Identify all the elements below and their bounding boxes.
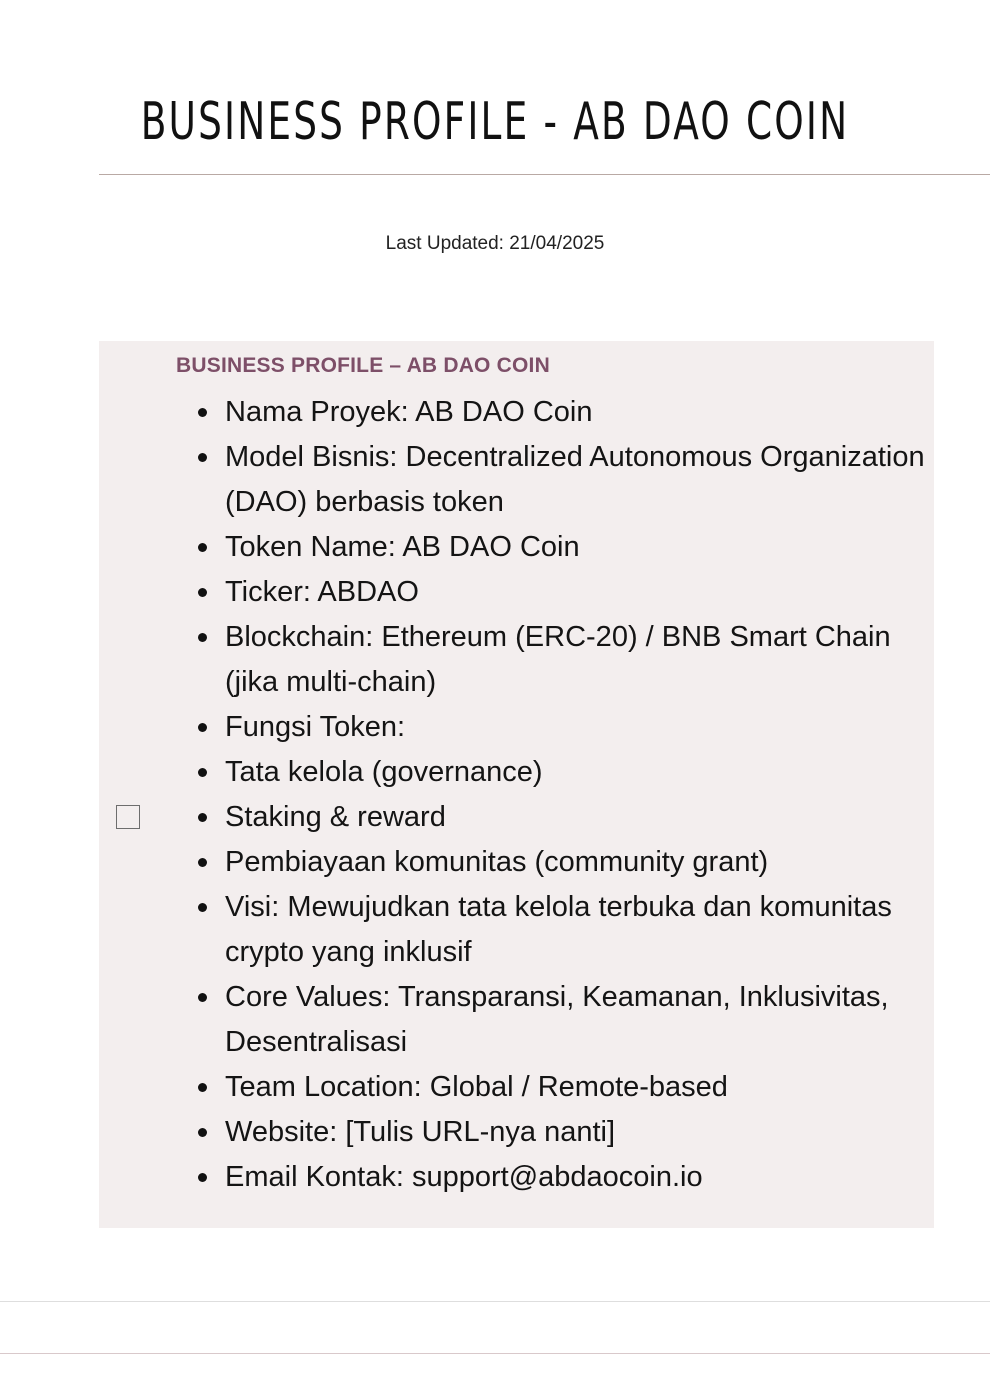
profile-list [225, 390, 935, 1200]
list-item: Staking & reward [225, 795, 935, 840]
list-item: Website: [Tulis URL-nya nanti] [225, 1110, 935, 1155]
last-updated-text: Last Updated: 21/04/2025 [385, 233, 605, 254]
business-profile-panel [99, 341, 934, 1228]
list-item: Core Values: Transparansi, Keamanan, Inklusivitas, Desentralisasi [225, 975, 935, 1065]
list-item: Nama Proyek: AB DAO Coin [225, 390, 935, 435]
list-item: Token Name: AB DAO Coin [225, 525, 935, 570]
list-item: Ticker: ABDAO [225, 570, 935, 615]
title-divider [99, 174, 990, 175]
list-item: Model Bisnis: Decentralized Autonomous Organization (DAO) berbasis token [225, 435, 935, 525]
list-item: Fungsi Token: [225, 705, 935, 750]
list-item: Pembiayaan komunitas (community grant) [225, 840, 935, 885]
checkbox[interactable] [116, 805, 140, 829]
panel-heading: BUSINESS PROFILE – AB DAO COIN [176, 354, 550, 377]
list-item: Email Kontak: support@abdaocoin.io [225, 1155, 935, 1200]
footer-divider [0, 1301, 990, 1302]
list-item: Blockchain: Ethereum (ERC-20) / BNB Smart Chain (jika multi-chain) [225, 615, 935, 705]
footer-divider-accent [0, 1353, 990, 1354]
document-title: BUSINESS PROFILE - AB DAO COIN [140, 92, 850, 152]
list-item: Team Location: Global / Remote-based [225, 1065, 935, 1110]
list-item: Visi: Mewujudkan tata kelola terbuka dan komunitas crypto yang inklusif [225, 885, 935, 975]
list-item: Tata kelola (governance) [225, 750, 935, 795]
